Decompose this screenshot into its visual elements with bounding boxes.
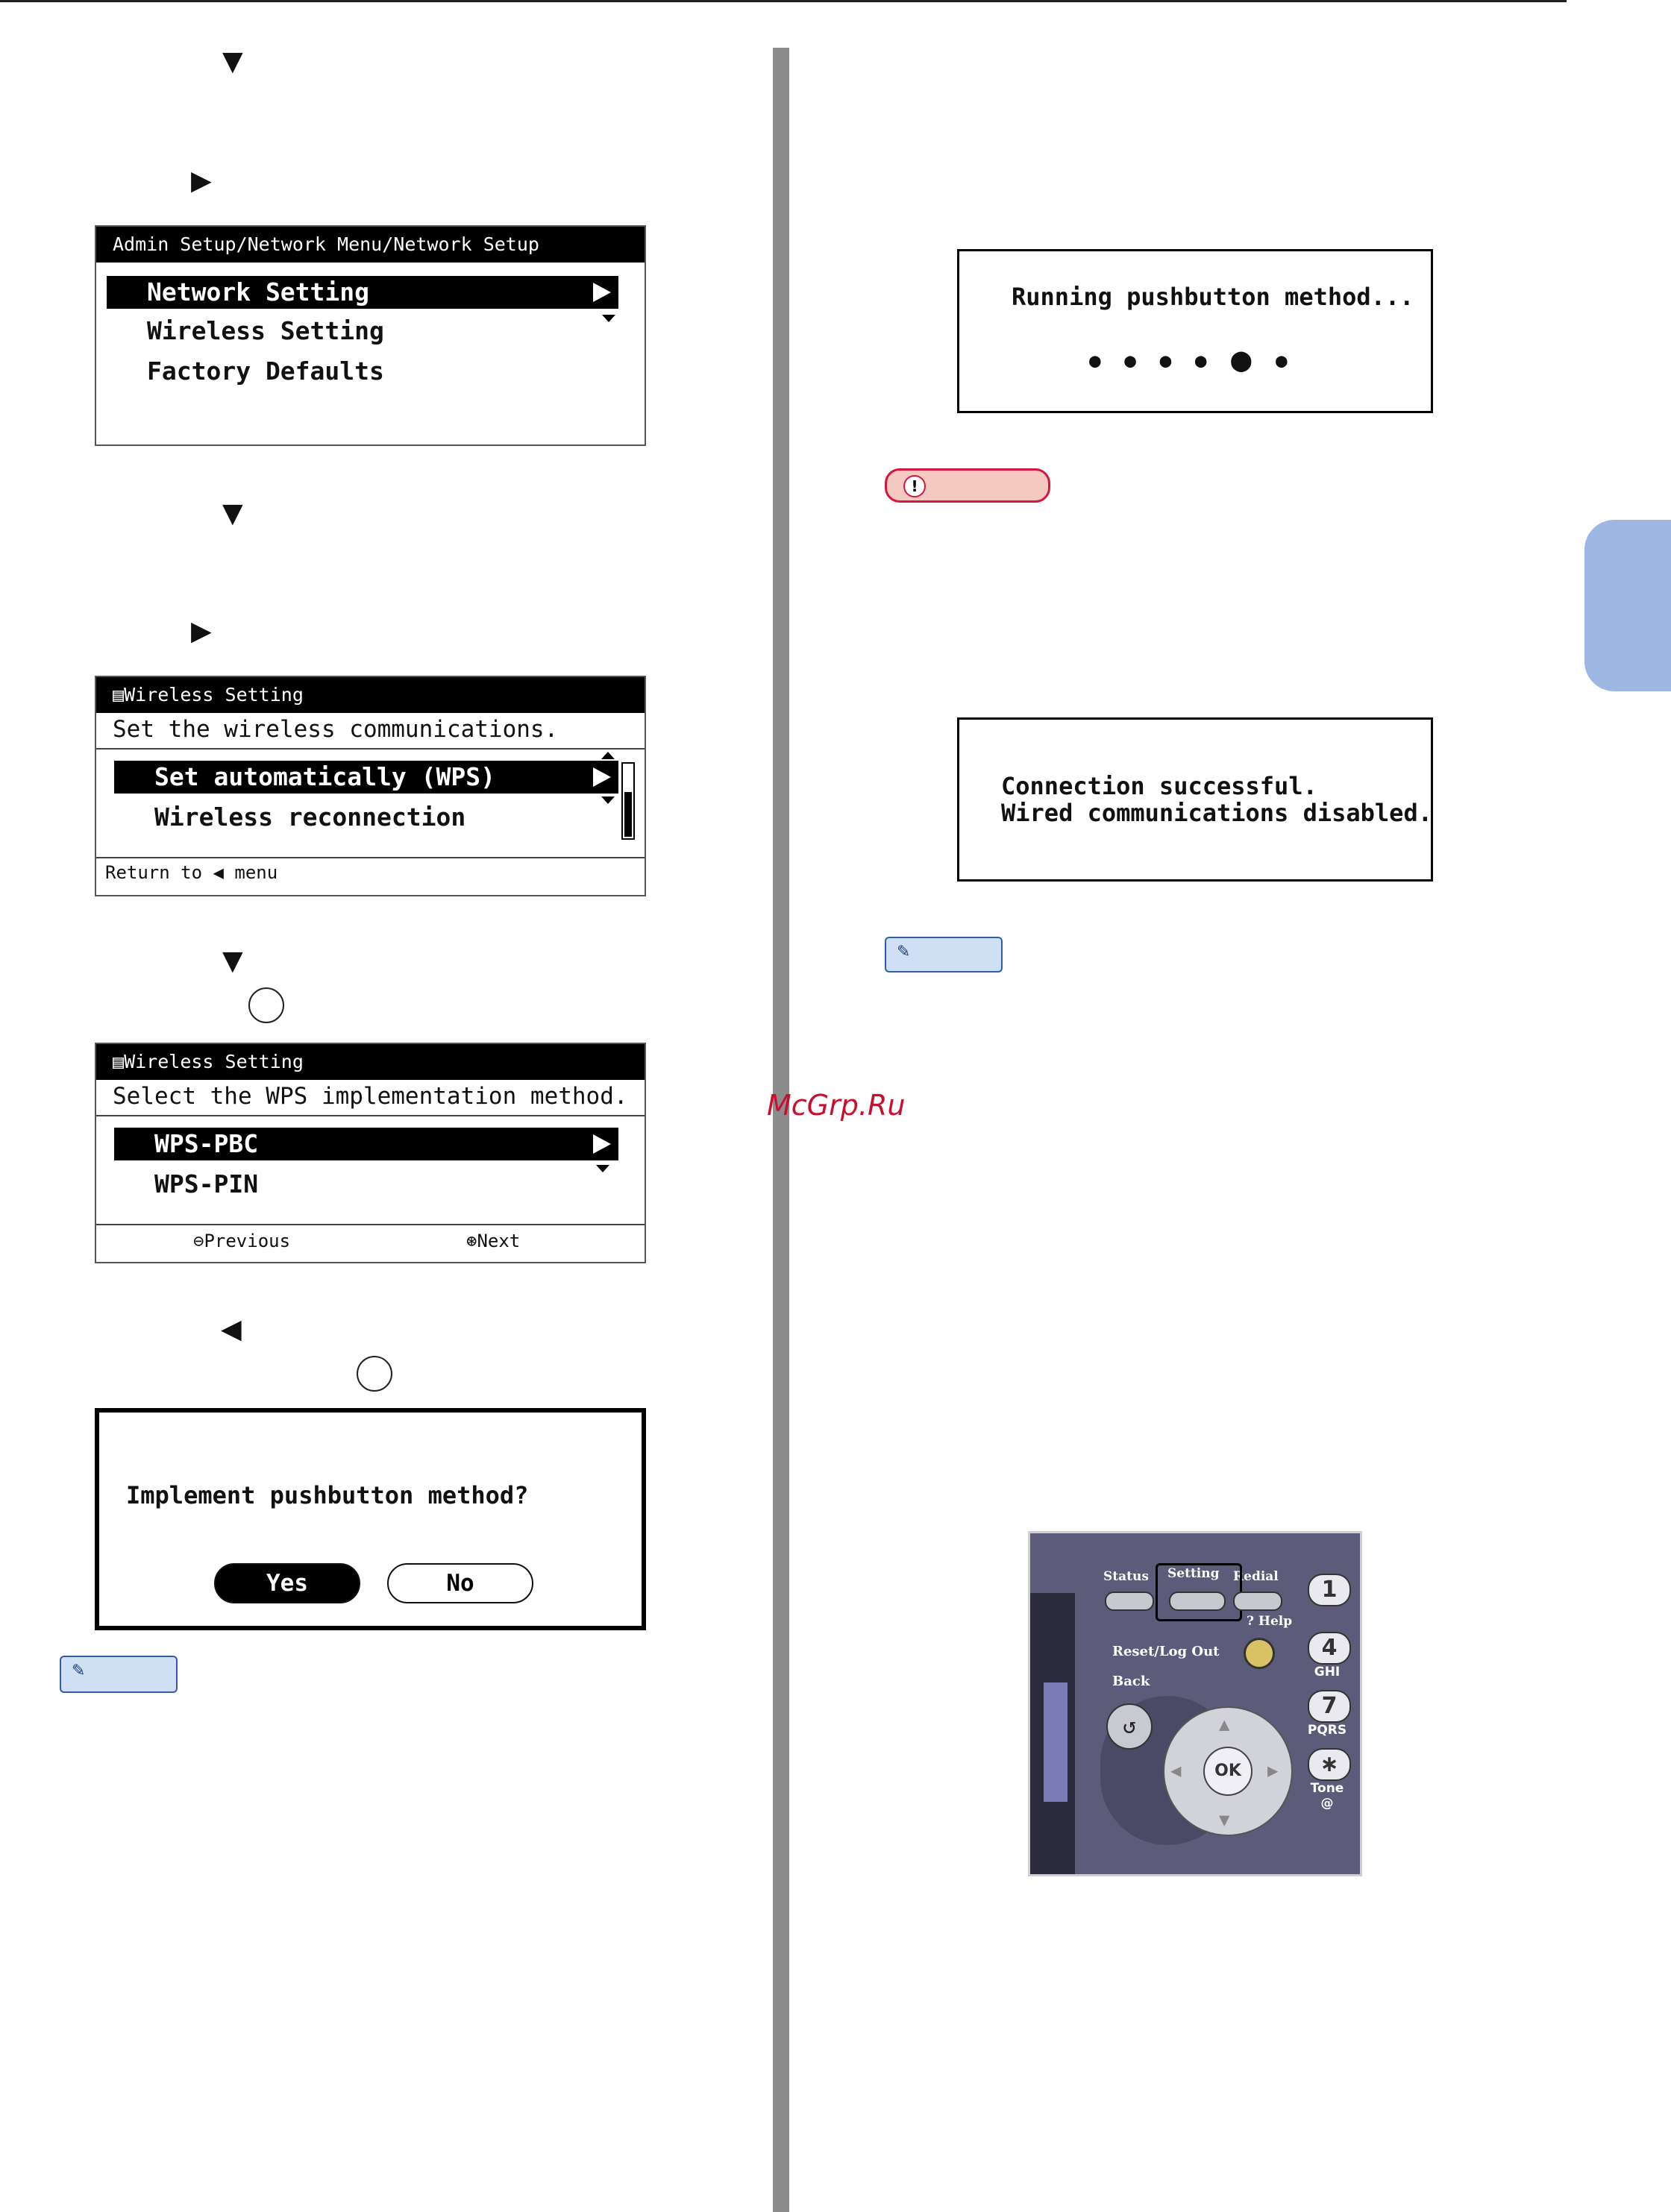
key-star[interactable]: ∗ bbox=[1308, 1748, 1351, 1781]
back-icon: ⊖ bbox=[193, 1231, 204, 1251]
confirm-question: Implement pushbutton method? bbox=[126, 1481, 529, 1509]
lcd-subtitle: Set the wireless communications. bbox=[113, 716, 559, 743]
help-label: ? Help bbox=[1247, 1614, 1293, 1629]
scroll-down-icon bbox=[601, 796, 615, 804]
down-arrow-icon: ▼ bbox=[222, 498, 243, 529]
connection-line-1: Connection successful. bbox=[1001, 772, 1317, 800]
operator-panel-photo bbox=[1028, 1531, 1362, 1876]
redial-button[interactable] bbox=[1233, 1592, 1282, 1611]
menu-item-wireless-setting[interactable]: Wireless Setting bbox=[147, 316, 384, 345]
setting-label: Setting bbox=[1167, 1566, 1220, 1581]
key-4[interactable]: 4 bbox=[1308, 1632, 1351, 1665]
connection-line-2: Wired communications disabled. bbox=[1001, 799, 1432, 827]
ok-circle-icon bbox=[357, 1356, 392, 1392]
previous-button[interactable] bbox=[193, 1231, 290, 1251]
right-arrow-icon: ▶ bbox=[191, 616, 212, 647]
right-arrow-icon bbox=[593, 767, 611, 787]
reset-button[interactable] bbox=[1244, 1638, 1275, 1669]
menu-item-wireless-reconnection[interactable]: Wireless reconnection bbox=[154, 802, 466, 832]
chapter-tab bbox=[1584, 520, 1671, 691]
lcd-connection-successful bbox=[957, 717, 1433, 882]
menu-item-set-automatically-wps[interactable] bbox=[114, 761, 618, 794]
divider bbox=[96, 748, 645, 750]
menu-item-factory-defaults[interactable]: Factory Defaults bbox=[147, 356, 384, 386]
lcd-header-label: Wireless Setting bbox=[124, 1051, 304, 1072]
scroll-down-icon bbox=[596, 1165, 609, 1172]
redial-label: Redial bbox=[1233, 1569, 1279, 1584]
lcd-running-pushbutton bbox=[957, 249, 1433, 413]
warning-box bbox=[885, 468, 1050, 503]
top-rule bbox=[0, 0, 1567, 2]
down-arrow-icon[interactable]: ▼ bbox=[1219, 1809, 1230, 1830]
scrollbar-thumb[interactable] bbox=[624, 792, 632, 837]
memo-box bbox=[885, 937, 1003, 973]
watermark: McGrp.Ru bbox=[767, 1089, 906, 1122]
memo-icon: ✎ bbox=[72, 1662, 86, 1680]
previous-label: Previous bbox=[204, 1231, 291, 1251]
scroll-up-icon bbox=[601, 752, 615, 759]
menu-item-wps-pin[interactable]: WPS-PIN bbox=[154, 1169, 259, 1198]
divider bbox=[96, 857, 645, 858]
status-label: Status bbox=[1103, 1569, 1149, 1584]
lcd-header: Admin Setup/Network Menu/Network Setup bbox=[96, 227, 645, 263]
left-arrow-icon[interactable]: ◀ bbox=[1170, 1760, 1182, 1781]
setting-button[interactable] bbox=[1169, 1592, 1226, 1611]
divider bbox=[96, 1115, 645, 1116]
right-arrow-icon[interactable]: ▶ bbox=[1267, 1760, 1279, 1781]
key-4-letters: GHI bbox=[1314, 1665, 1341, 1680]
lcd-wireless-setting bbox=[95, 676, 646, 896]
up-arrow-icon[interactable]: ▲ bbox=[1219, 1714, 1230, 1735]
menu-item-wps-pbc[interactable] bbox=[114, 1128, 618, 1160]
memo-icon: ✎ bbox=[897, 943, 911, 961]
ok-icon: ⊛ bbox=[466, 1231, 477, 1251]
left-arrow-icon: ◀ bbox=[221, 1314, 242, 1345]
lcd-subtitle: Select the WPS implementation method. bbox=[113, 1083, 628, 1110]
right-arrow-icon bbox=[593, 1134, 611, 1154]
right-arrow-icon: ▶ bbox=[191, 166, 212, 196]
status-button[interactable] bbox=[1105, 1592, 1154, 1611]
scrollbar[interactable] bbox=[621, 762, 635, 840]
progress-dots: ● ● ● ● ⬤ ● bbox=[1089, 350, 1294, 372]
key-7[interactable]: 7 bbox=[1308, 1690, 1351, 1723]
yes-button[interactable]: Yes bbox=[214, 1563, 360, 1603]
scroll-down-icon bbox=[602, 315, 615, 322]
divider bbox=[96, 1224, 645, 1225]
lcd-confirm-pushbutton bbox=[95, 1408, 646, 1630]
back-icon[interactable]: ↺ bbox=[1106, 1703, 1153, 1750]
lcd-header bbox=[96, 677, 645, 713]
key-7-letters: PQRS bbox=[1307, 1723, 1347, 1738]
down-arrow-icon: ▼ bbox=[222, 46, 243, 77]
lcd-network-setup bbox=[95, 225, 646, 446]
menu-item-label: WPS-PBC bbox=[154, 1129, 259, 1158]
dpad[interactable] bbox=[1163, 1706, 1293, 1836]
down-arrow-icon: ▼ bbox=[222, 946, 243, 976]
right-arrow-icon bbox=[593, 283, 611, 302]
ok-button[interactable]: OK bbox=[1203, 1747, 1253, 1796]
panel-screen bbox=[1044, 1682, 1068, 1802]
key-1[interactable]: 1 bbox=[1308, 1574, 1351, 1606]
memo-box bbox=[60, 1656, 178, 1693]
menu-icon: ▤ bbox=[113, 684, 125, 706]
ok-circle-icon bbox=[248, 987, 284, 1023]
lcd-footer: Return to ◀ menu bbox=[105, 862, 278, 883]
next-button[interactable] bbox=[466, 1231, 520, 1251]
reset-label: Reset/Log Out bbox=[1112, 1644, 1220, 1659]
no-button[interactable]: No bbox=[387, 1563, 533, 1603]
menu-item-label: Set automatically (WPS) bbox=[154, 762, 495, 791]
lcd-header bbox=[96, 1044, 645, 1080]
lcd-wps-method bbox=[95, 1043, 646, 1263]
menu-item-network-setting[interactable] bbox=[107, 276, 618, 309]
column-divider bbox=[773, 48, 789, 2212]
menu-item-label: Network Setting bbox=[147, 277, 370, 307]
warning-icon: ! bbox=[903, 475, 926, 497]
panel-display-edge bbox=[1030, 1593, 1075, 1876]
key-star-label: Tone @ bbox=[1310, 1781, 1344, 1811]
menu-icon: ▤ bbox=[113, 1051, 125, 1072]
running-text: Running pushbutton method... bbox=[1012, 283, 1414, 311]
back-label: Back bbox=[1112, 1674, 1150, 1689]
next-label: Next bbox=[477, 1231, 521, 1251]
lcd-header-label: Wireless Setting bbox=[124, 684, 304, 706]
